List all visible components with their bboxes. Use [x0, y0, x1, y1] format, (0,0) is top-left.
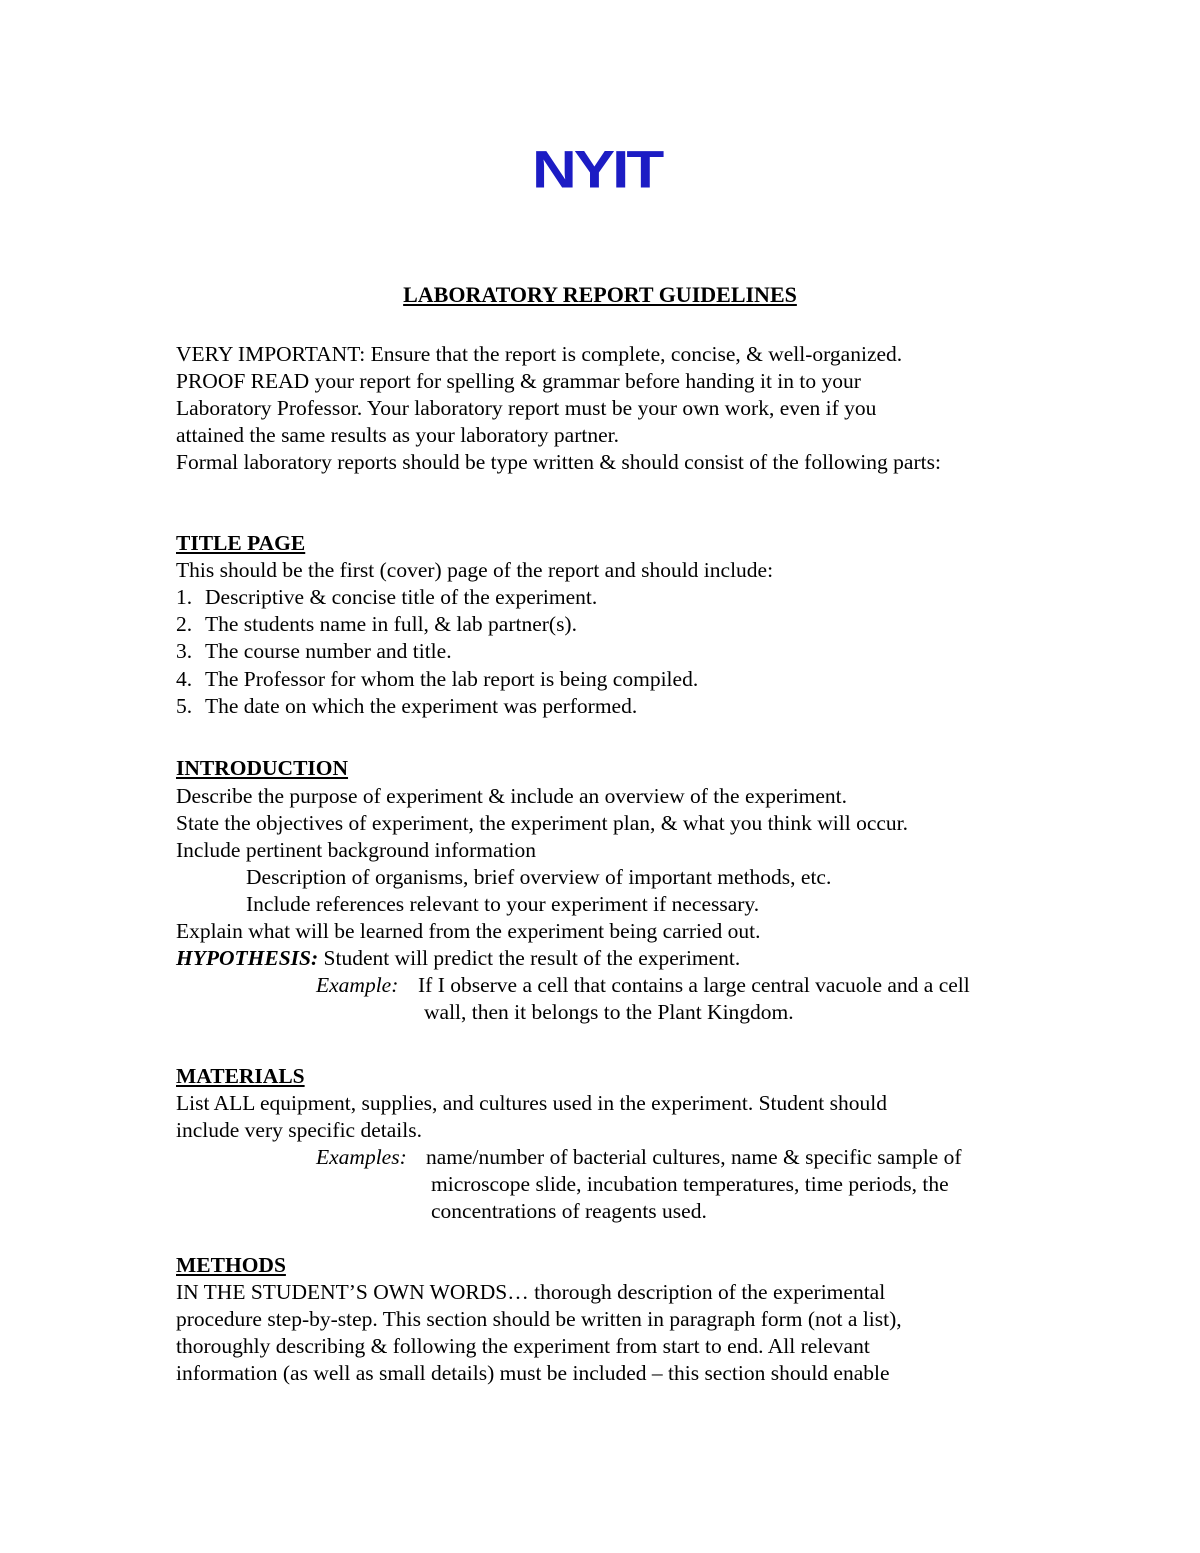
- list-number: 3.: [176, 639, 193, 663]
- list-text: The Professor for whom the lab report is being compiled.: [205, 667, 699, 691]
- intro-line: attained the same results as your laboratory partner.: [176, 423, 619, 447]
- title-page-heading: TITLE PAGE: [176, 531, 306, 555]
- methods-line: thoroughly describing & following the experiment from start to end. All relevant: [176, 1334, 870, 1358]
- hypothesis-text: Student will predict the result of the experiment.: [318, 946, 741, 970]
- list-number: 2.: [176, 612, 193, 636]
- example-line: wall, then it belongs to the Plant Kingdom.: [424, 1000, 794, 1024]
- methods-heading: METHODS: [176, 1253, 286, 1277]
- methods-line: information (as well as small details) must be included – this section should enable: [176, 1361, 890, 1385]
- list-number: 1.: [176, 585, 193, 609]
- list-item: [176, 666, 698, 693]
- example-line: If I observe a cell that contains a large central vacuole and a cell: [418, 973, 970, 997]
- list-text: The students name in full, & lab partner(s).: [205, 612, 577, 636]
- examples-line: name/number of bacterial cultures, name & specific sample of: [426, 1145, 962, 1169]
- introduction-indented-line: Description of organisms, brief overview of important methods, etc.: [246, 865, 832, 889]
- methods-line: procedure step-by-step. This section should be written in paragraph form (not a list),: [176, 1307, 902, 1331]
- introduction-heading: INTRODUCTION: [176, 756, 349, 780]
- list-item: [176, 584, 597, 611]
- introduction-indented-line: Include references relevant to your experiment if necessary.: [246, 892, 760, 916]
- introduction-line: Include pertinent background information: [176, 838, 537, 862]
- intro-line: VERY IMPORTANT: Ensure that the report is complete, concise, & well-organized.: [176, 342, 903, 366]
- list-number: 5.: [176, 694, 193, 718]
- materials-line: include very specific details.: [176, 1118, 422, 1142]
- examples-label: Examples:: [316, 1145, 407, 1169]
- materials-heading: MATERIALS: [176, 1064, 305, 1088]
- list-item: [176, 611, 577, 638]
- list-item: [176, 638, 452, 665]
- introduction-line: Describe the purpose of experiment & include an overview of the experiment.: [176, 784, 848, 808]
- introduction-explain: Explain what will be learned from the experiment being carried out.: [176, 919, 761, 943]
- list-item: [176, 693, 637, 720]
- title-page-lead: This should be the first (cover) page of the report and should include:: [176, 558, 774, 582]
- materials-line: List ALL equipment, supplies, and cultures used in the experiment. Student should: [176, 1091, 887, 1115]
- intro-line: Formal laboratory reports should be type written & should consist of the following parts:: [176, 450, 941, 474]
- list-number: 4.: [176, 667, 193, 691]
- document-title: LABORATORY REPORT GUIDELINES: [403, 282, 797, 307]
- hypothesis-label: HYPOTHESIS:: [176, 946, 319, 970]
- examples-line: concentrations of reagents used.: [431, 1199, 707, 1223]
- intro-line: Laboratory Professor. Your laboratory report must be your own work, even if you: [176, 396, 877, 420]
- intro-line: PROOF READ your report for spelling & grammar before handing it in to your: [176, 369, 861, 393]
- nyit-logo: NYIT: [532, 140, 662, 200]
- list-text: The date on which the experiment was performed.: [205, 694, 638, 718]
- methods-line: IN THE STUDENT’S OWN WORDS… thorough description of the experimental: [176, 1280, 886, 1304]
- list-text: Descriptive & concise title of the experiment.: [205, 585, 598, 609]
- hypothesis-line: [176, 945, 740, 972]
- list-text: The course number and title.: [205, 639, 452, 663]
- examples-line: microscope slide, incubation temperatures, time periods, the: [431, 1172, 949, 1196]
- example-label: Example:: [316, 973, 399, 997]
- introduction-line: State the objectives of experiment, the experiment plan, & what you think will occur.: [176, 811, 908, 835]
